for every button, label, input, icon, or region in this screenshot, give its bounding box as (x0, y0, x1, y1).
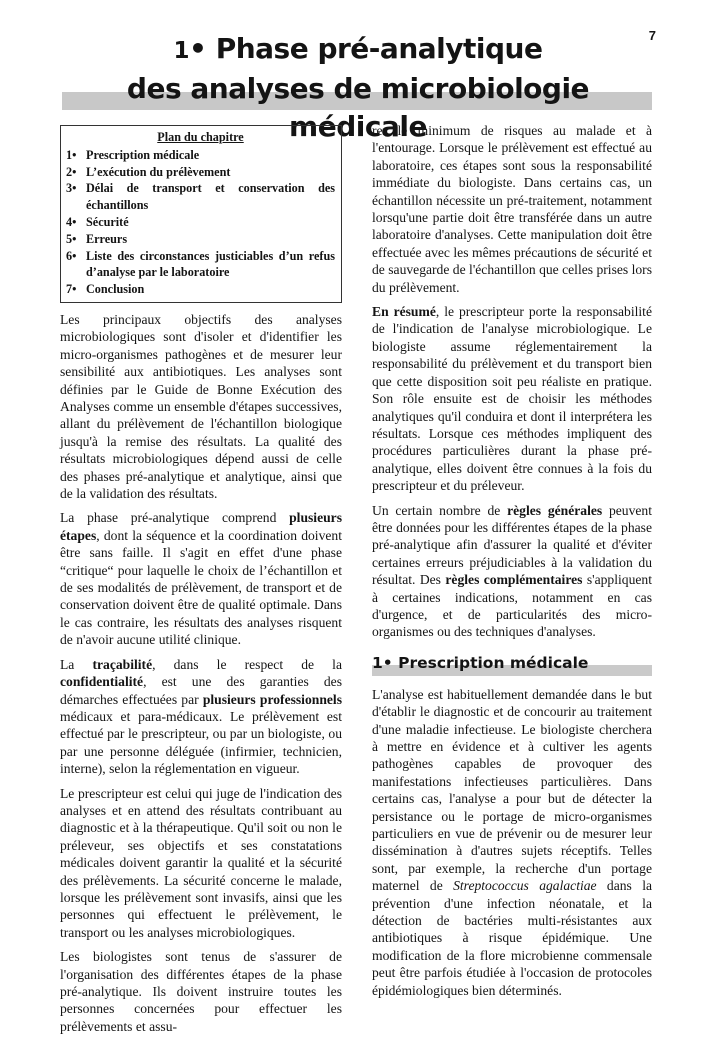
paragraph-continuation: rer le minimum de risques au malade et à l'entourage. Lorsque le prélèvement est effectué au laboratoire, ces étapes sont sous la responsabilité immédiate du biologiste. Dans certains cas, un échantillon nécessite un pré-traitement, notamment lorsqu'une partie doit être transférée dans un autre laboratoire d'analyses. Cette manipulation doit être effectuée avec les mêmes précautions de sécurité et de sauvegarde de l'échantillon que celles prises lors du prélèvement. (372, 123, 652, 295)
toc-item (66, 248, 335, 282)
paragraph-objectives: Les principaux objectifs des analyses microbiologiques sont d'isoler et d'identifier les micro-organismes pathogènes et de mesurer leur sensibilité aux antibiotiques. Les analyses sont définies par le Guide de Bonne Exécution des Analyses comme un ensemble d'étapes successives, allant du prélèvement de l'échantillon biologique jusqu'à la remise des résultats. La qualité des résultats microbiologiques dépend aussi de celle des phases pré-analytique et analytique, ainsi que de la validation des résultats. (60, 311, 342, 502)
left-column (60, 122, 342, 1042)
toc-item-number: 5• (66, 231, 77, 246)
toc-item-number: 3• (66, 181, 77, 196)
toc-item (66, 281, 335, 298)
paragraph-biologists: Les biologistes sont tenus de s'assurer de l'organisation des différentes étapes de la phase pré-analytique. Ils doivent instruire toutes les personnes concernées pour effectuer les prélèvements et assu- (60, 949, 342, 1034)
toc-item-text: Sécurité (86, 214, 129, 229)
section-title: 1• Prescription médicale (372, 653, 589, 672)
chapter-number: 1 (173, 38, 190, 64)
toc-item (66, 231, 335, 248)
chapter-plan-heading: Plan du chapitre (157, 130, 244, 144)
toc-item-text: Délai de transport et conservation des échantillons (86, 181, 335, 213)
toc-item-text: Prescription médicale (86, 147, 200, 162)
toc-item-number: 7• (66, 282, 77, 297)
toc-item-number: 4• (66, 214, 77, 229)
paragraph-summary: En résumé, le prescripteur porte la responsabilité de l'indication de l'analyse microbiologique. Le biologiste assume réglementairement la responsabilité du prélèvement et du transport bien que cette disposition soit peu réaliste en pratique. Son rôle ensuite est de choisir les méthodes analytiques qu'il conduira et dont il interprétera les résultats. Lorsque ces méthodes impliquent des procédures particulières durant la phase pré-analytique, elles doivent être connues à la fois du prescripteur et du préleveur. (372, 304, 652, 494)
toc-item-number: 1• (66, 147, 77, 162)
toc-item-text: Conclusion (86, 282, 145, 297)
toc-item-number: 6• (66, 248, 77, 263)
toc-item (66, 180, 335, 214)
right-column (372, 122, 652, 1006)
toc-item (66, 147, 335, 164)
toc-item-text: L’exécution du prélèvement (86, 164, 231, 179)
paragraph-prescriber: Le prescripteur est celui qui juge de l'indication des analyses et en attend des résultats contribuant au diagnostic et à la thérapeutique. Qu'il soit ou non le préleveur, ses objectifs et ses constatations médicales doivent garantir la qualité et la sécurité des prélèvements. La sécurité concerne le malade, lorsque les prélèvement sont invasifs, ainsi que les personnes qui effectuent le prélèvement, le transport ou les analyses microbiologiques. (60, 785, 342, 940)
chapter-title-line1: Phase pré-analytique (215, 32, 543, 65)
paragraph-rules: Un certain nombre de règles générales peuvent être données pour les différentes étapes de la phase pré-analytique afin d'assurer la qualité et d'éviter certaines erreurs préjudiciables à la validation du résultat. Des règles complémentaires s'appliquent à certaines indications, notamment en cas d'urgence, et de particularités des micro-organismes ou des techniques d'analyses. (372, 502, 653, 640)
chapter-title-line2: des analyses de microbiologie médicale (126, 72, 590, 143)
chapter-bullet: • (189, 32, 207, 65)
toc-item (66, 164, 335, 181)
chapter-plan-box (60, 125, 342, 303)
paragraph-prescription: L'analyse est habituellement demandée dans le but d'établir le diagnostic et de concourir au traitement d'une maladie infectieuse. Le biologiste cherchera à mettre en évidence et à cultiver les agents pathogènes capables de provoquer des manifestations infectieuses particulières. Dans certains cas, l'analyse a pour but de détecter la persistance ou le portage de micro-organismes particuliers en vue de prévenir ou de mesurer leur dissémination à d'autres sujets réceptifs. Telles sont, par exemple, la recherche d'un portage maternel de Streptococcus agalactiae dans la prévention d'une infection néonatale, et la détection de bactéries multi-résistantes aux antibiotiques à risque épidémique. Une modification de la flore microbienne commensale peut être parfois étudiée à l'occasion de protocoles épidémiologiques bien déterminés. (372, 686, 653, 998)
toc-item-number: 2• (66, 164, 77, 179)
section-heading-prescription (372, 653, 652, 677)
paragraph-pre-analytic-steps: La phase pré-analytique comprend plusieurs étapes, dont la séquence et la coordination doivent être sans faille. Il s'agit en effet d'une phase “critique“ pour laquelle le choix de l’échantillon et de ses modalités de prélèvement, de transport et de conservation doivent être de qualité optimale. Dans le cas contraire, les résultats des analyses risquent de n'avoir aucune utilité clinique. (60, 510, 342, 648)
page-number: 7 (648, 28, 656, 43)
toc-item-text: Liste des circonstances justiciables d’un refus d’analyse par le laboratoire (86, 248, 335, 280)
paragraph-traceability: La traçabilité, dans le respect de la confidentialité, est une des garanties des démarches effectuées par plusieurs professionnels médicaux et para-médicaux. Le prélèvement est effectué par le prescripteur, ou par un biologiste, ou par une personne déléguée (infirmier, technicien, interne), selon la réglementation en vigueur. (60, 656, 342, 777)
toc-item (66, 214, 335, 231)
toc-item-text: Erreurs (86, 231, 128, 246)
